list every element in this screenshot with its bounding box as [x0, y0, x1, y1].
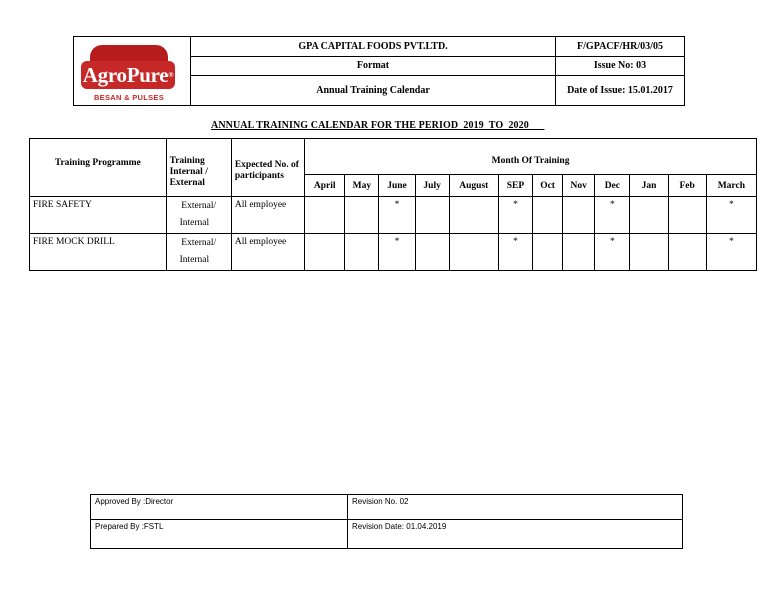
month-mark-jan	[630, 197, 668, 234]
training-type-cell	[166, 234, 231, 271]
month-mark-june: *	[379, 197, 415, 234]
month-header-may: May	[345, 175, 379, 197]
revision-number: Revision No. 02	[348, 495, 683, 520]
date-of-issue: Date of Issue: 15.01.2017	[556, 75, 685, 105]
month-mark-dec: *	[595, 234, 630, 271]
training-type-line: Internal	[179, 218, 210, 228]
month-mark-may	[345, 234, 379, 271]
month-mark-april	[305, 234, 345, 271]
prepared-by: Prepared By :FSTL	[91, 520, 348, 549]
month-mark-may	[345, 197, 379, 234]
training-type-line: External/	[181, 201, 217, 211]
month-header-oct: Oct	[533, 175, 563, 197]
month-header-april: April	[305, 175, 345, 197]
agropure-logo: AgroPure® BESAN & PULSES	[76, 41, 182, 107]
month-header-dec: Dec	[595, 175, 630, 197]
expected-participants-cell: All employee	[231, 234, 304, 271]
month-mark-august	[449, 234, 498, 271]
expected-participants-cell: All employee	[231, 197, 304, 234]
month-mark-sep: *	[498, 197, 532, 234]
format-label: Format	[191, 57, 556, 75]
header-expected-participants: Expected No. of participants	[231, 139, 304, 197]
month-mark-march: *	[706, 234, 756, 271]
month-mark-august	[449, 197, 498, 234]
month-header-march: March	[706, 175, 756, 197]
month-mark-oct	[533, 234, 563, 271]
training-type-line: Internal	[179, 255, 210, 265]
approval-footer	[90, 494, 683, 549]
month-mark-nov	[563, 234, 595, 271]
month-mark-oct	[533, 197, 563, 234]
document-code: F/GPACF/HR/03/05	[556, 37, 685, 57]
month-mark-sep: *	[498, 234, 532, 271]
month-mark-july	[415, 234, 449, 271]
month-header-nov: Nov	[563, 175, 595, 197]
document-header	[73, 36, 685, 106]
month-mark-april	[305, 197, 345, 234]
logo-cell	[74, 37, 191, 106]
training-programme-cell: FIRE SAFETY	[30, 197, 167, 234]
training-calendar-table	[29, 138, 757, 271]
header-training-programme: Training Programme	[30, 139, 167, 197]
company-name: GPA CAPITAL FOODS PVT.LTD.	[191, 37, 556, 57]
month-mark-nov	[563, 197, 595, 234]
month-header-feb: Feb	[668, 175, 706, 197]
issue-number: Issue No: 03	[556, 57, 685, 75]
month-mark-july	[415, 197, 449, 234]
revision-date: Revision Date: 01.04.2019	[348, 520, 683, 549]
training-programme-cell: FIRE MOCK DRILL	[30, 234, 167, 271]
header-month-of-training: Month Of Training	[305, 139, 757, 175]
month-mark-june: *	[379, 234, 415, 271]
month-mark-march: *	[706, 197, 756, 234]
month-mark-feb	[668, 197, 706, 234]
month-mark-jan	[630, 234, 668, 271]
month-mark-feb	[668, 234, 706, 271]
month-header-jan: Jan	[630, 175, 668, 197]
month-header-july: July	[415, 175, 449, 197]
month-mark-dec: *	[595, 197, 630, 234]
table-row	[30, 234, 757, 271]
table-row	[30, 197, 757, 234]
approved-by: Approved By :Director	[91, 495, 348, 520]
calendar-title: ANNUAL TRAINING CALENDAR FOR THE PERIOD 2019 TO 2020	[211, 120, 545, 131]
document-title: Annual Training Calendar	[191, 75, 556, 105]
month-header-june: June	[379, 175, 415, 197]
header-training-type: Training Internal / External	[166, 139, 231, 197]
training-type-cell	[166, 197, 231, 234]
month-header-sep: SEP	[498, 175, 532, 197]
training-type-line: External/	[181, 238, 217, 248]
month-header-august: August	[449, 175, 498, 197]
